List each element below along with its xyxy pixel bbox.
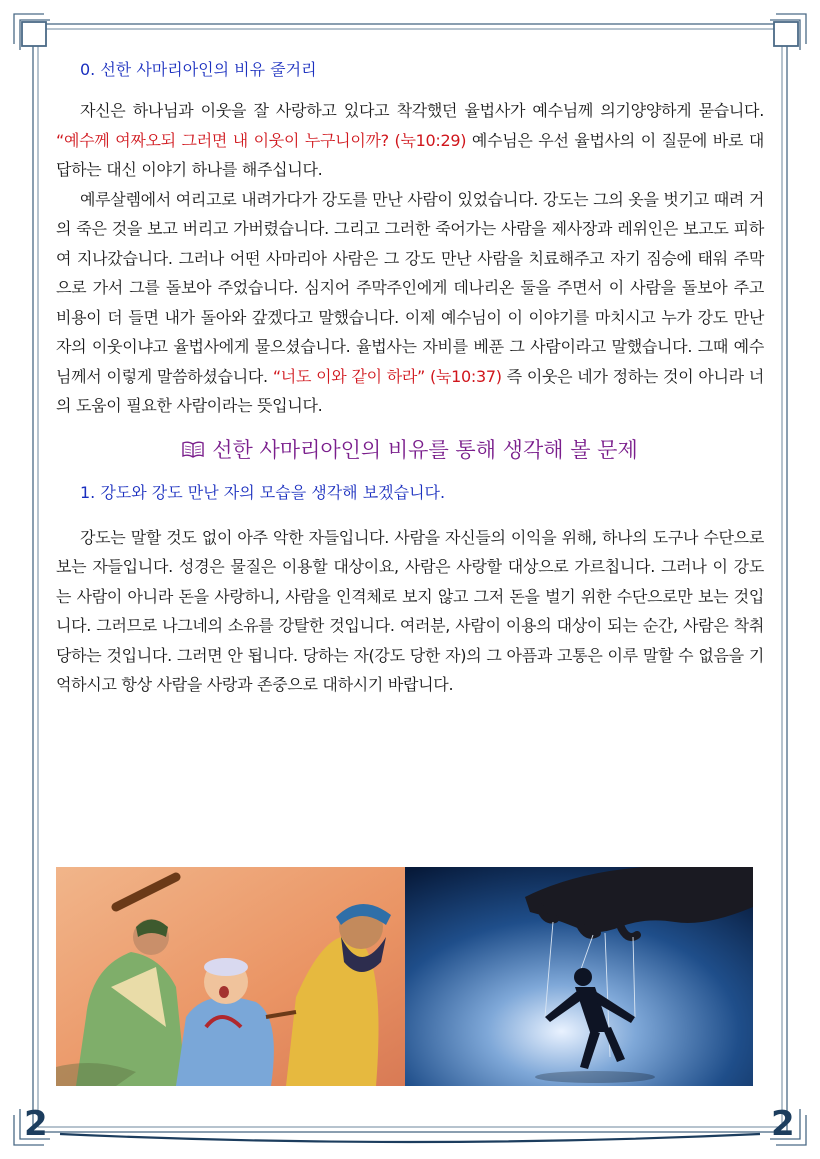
scripture-quote-luke-10-37: “너도 이와 같이 하라” (눅10:37) [272,366,502,386]
discussion-heading [56,435,764,467]
intro-text-a: 자신은 하나님과 이웃을 잘 사랑하고 있다고 착각했던 율법사가 예수님께 의기양양하게 묻습니다. [80,101,764,120]
page-number-right: 2 [771,1104,795,1144]
paragraph-intro [56,96,764,185]
robbers-attack-illustration [56,867,405,1086]
puppet-master-illustration [405,867,753,1086]
book-icon [182,437,204,467]
section-title-robbers: 1. 강도와 강도 만난 자의 모습을 생각해 보겠습니다. [80,482,446,502]
paragraph-robbers: 강도는 말할 것도 없이 아주 악한 자들입니다. 사람을 자신들의 이익을 위해, 하나의 도구나 수단으로 보는 자들입니다. 성경은 물질은 이용할 대상이요, 사람은 사랑할 대상으로 가르칩니다. 그러나 이 강도는 사람이 아니라 돈을 사랑하니, 사람을 인격체로 보지 않고 그저 돈을 벌기 위한 수단으로만 보는 것입니다. 그러므로 나그네의 소유를 강탈한 것입니다. 여러분, 사람이 이용의 대상이 되는 순간, 사람은 착취당하는 것입니다. 그러면 안 됩니다. 당하는 자(강도 당한 자)의 그 아픔과 고통은 이루 말할 수 없음을 기억하시고 항상 사람을 사랑과 존중으로 대하시기 바랍니다. [56,527,764,694]
paragraph-story [56,185,764,421]
page-number-left: 2 [24,1104,48,1144]
story-text-a: 예루살렘에서 여리고로 내려가다가 강도를 만난 사람이 있었습니다. 강도는 그의 옷을 벗기고 때려 거의 죽은 것을 보고 버리고 가버렸습니다. 그리고 그러한 죽어가는 사람을 제사장과 레위인은 보고도 피하여 지나갔습니다. 그러나 어떤 사마리아 사람은 그 강도 만난 사람을 치료해주고 자기 짐승에 태워 주막으로 가서 그를 돌보아 주었습니다. 심지어 주막주인에게 데나리온 둘을 주면서 이 사람을 돌보아 주고 비용이 더 들면 내가 돌아와 갚겠다고 말했습니다. 이제 예수님이 이 이야기를 마치시고 누가 강도 만난 자의 이웃이냐고 율법사에게 물으셨습니다. 율법사는 자비를 베푼 그 사람이라고 말했습니다. 그때 예수님께서 이렇게 말씀하셨습니다. [56,189,764,386]
story-text-b: 즉 이웃은 네가 정하는 것이 아니라 너의 도움이 필요한 사람이라는 뜻입니다. [56,366,764,415]
intro-text-b: 예수님은 우선 율법사의 이 질문에 바로 대답하는 대신 이야기 하나를 해주십니다. [56,130,764,179]
page-content [56,58,764,700]
illustration-row [56,867,753,1086]
discussion-heading-text: 선한 사마리아인의 비유를 통해 생각해 볼 문제 [212,437,638,462]
section-title-synopsis: 0. 선한 사마리아인의 비유 줄거리 [80,60,317,79]
scripture-quote-luke-10-29: “예수께 여짜오되 그러면 내 이웃이 누구니이까? (눅10:29) [56,130,467,150]
